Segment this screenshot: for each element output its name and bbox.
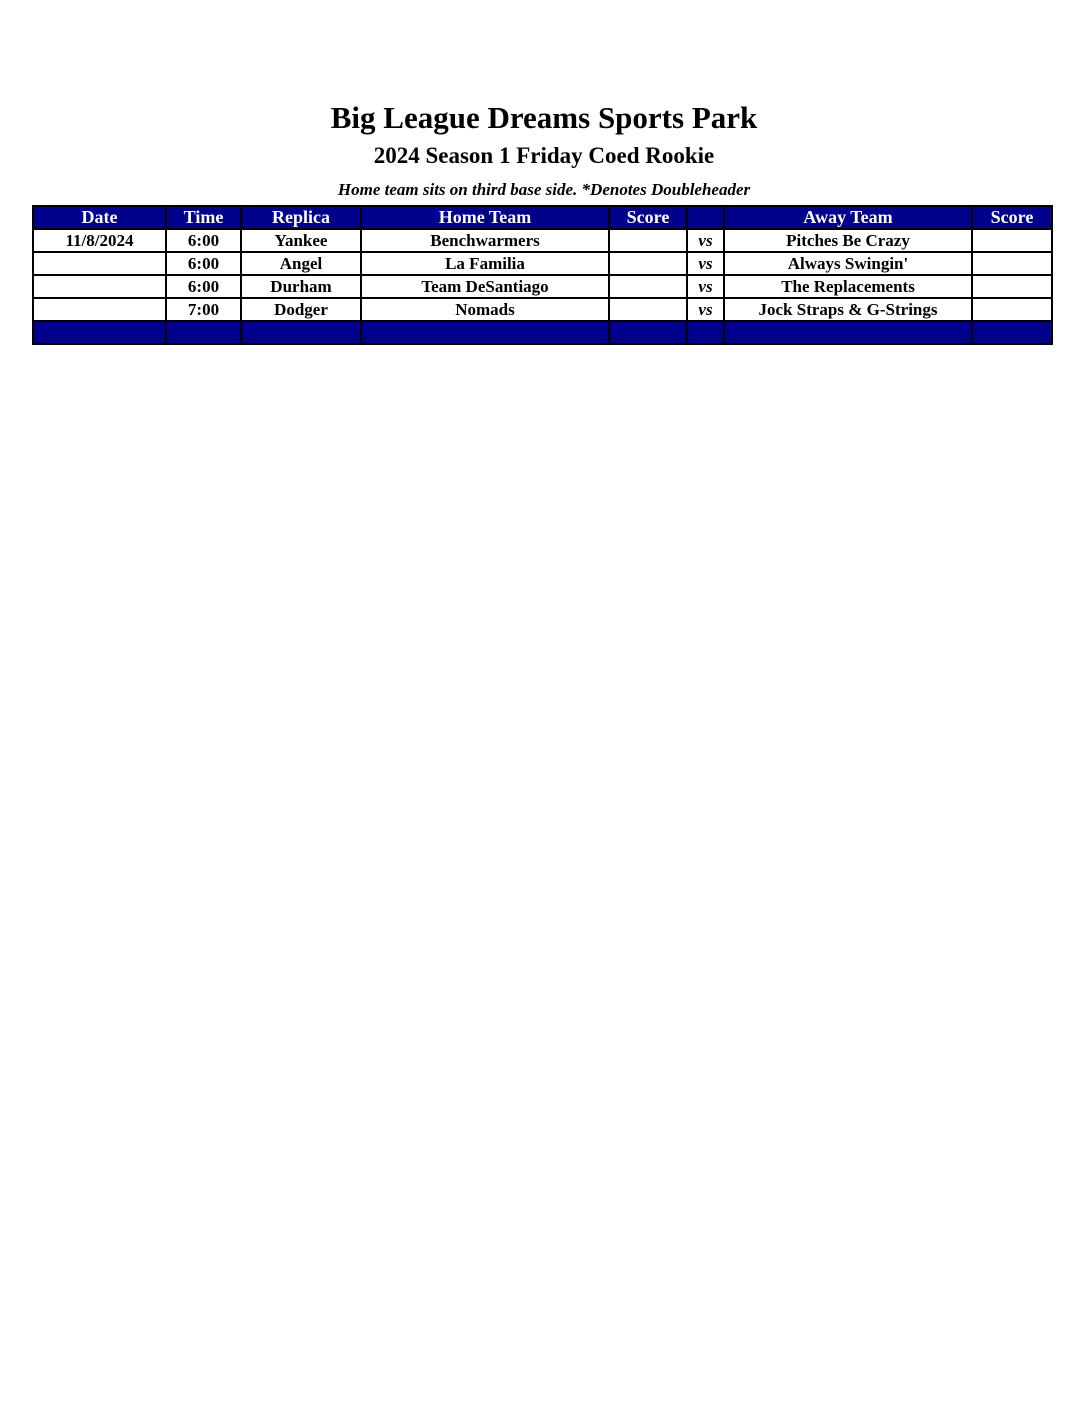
- vs-cell: vs: [687, 252, 724, 275]
- vs-cell: vs: [687, 298, 724, 321]
- footer-cell: [724, 321, 972, 344]
- schedule-note: Home team sits on third base side. *Denotes Doubleheader: [337, 180, 751, 199]
- home-score-cell: [609, 252, 687, 275]
- schedule-table: [32, 205, 1053, 345]
- column-header-home-score: Score: [609, 206, 687, 229]
- column-header-replica: Replica: [241, 206, 361, 229]
- date-cell: [33, 298, 166, 321]
- page-title: Big League Dreams Sports Park: [330, 100, 758, 135]
- table-row: [33, 229, 1052, 252]
- away-team-cell: Pitches Be Crazy: [724, 229, 972, 252]
- time-cell: 6:00: [166, 229, 241, 252]
- home-score-cell: [609, 229, 687, 252]
- column-header-vs: [687, 206, 724, 229]
- footer-cell: [241, 321, 361, 344]
- away-score-cell: [972, 229, 1052, 252]
- vs-cell: vs: [687, 275, 724, 298]
- time-cell: 6:00: [166, 252, 241, 275]
- footer-cell: [166, 321, 241, 344]
- replica-cell: Angel: [241, 252, 361, 275]
- away-team-cell: Always Swingin': [724, 252, 972, 275]
- replica-cell: Durham: [241, 275, 361, 298]
- footer-cell: [972, 321, 1052, 344]
- column-header-date: Date: [33, 206, 166, 229]
- footer-cell: [609, 321, 687, 344]
- table-row: [33, 252, 1052, 275]
- table-header-row: [33, 206, 1052, 229]
- page-subtitle: 2024 Season 1 Friday Coed Rookie: [373, 143, 715, 168]
- date-cell: [33, 252, 166, 275]
- home-score-cell: [609, 298, 687, 321]
- footer-cell: [361, 321, 609, 344]
- column-header-home-team: Home Team: [361, 206, 609, 229]
- date-cell: [33, 275, 166, 298]
- replica-cell: Yankee: [241, 229, 361, 252]
- footer-cell: [33, 321, 166, 344]
- replica-cell: Dodger: [241, 298, 361, 321]
- away-score-cell: [972, 252, 1052, 275]
- table-row: [33, 275, 1052, 298]
- table-footer-row: [33, 321, 1052, 344]
- away-score-cell: [972, 275, 1052, 298]
- home-score-cell: [609, 275, 687, 298]
- home-team-cell: Nomads: [361, 298, 609, 321]
- away-team-cell: Jock Straps & G-Strings: [724, 298, 972, 321]
- away-score-cell: [972, 298, 1052, 321]
- time-cell: 6:00: [166, 275, 241, 298]
- footer-cell: [687, 321, 724, 344]
- column-header-time: Time: [166, 206, 241, 229]
- away-team-cell: The Replacements: [724, 275, 972, 298]
- home-team-cell: Benchwarmers: [361, 229, 609, 252]
- home-team-cell: Team DeSantiago: [361, 275, 609, 298]
- home-team-cell: La Familia: [361, 252, 609, 275]
- date-cell: 11/8/2024: [33, 229, 166, 252]
- vs-cell: vs: [687, 229, 724, 252]
- time-cell: 7:00: [166, 298, 241, 321]
- column-header-away-team: Away Team: [724, 206, 972, 229]
- column-header-away-score: Score: [972, 206, 1052, 229]
- table-row: [33, 298, 1052, 321]
